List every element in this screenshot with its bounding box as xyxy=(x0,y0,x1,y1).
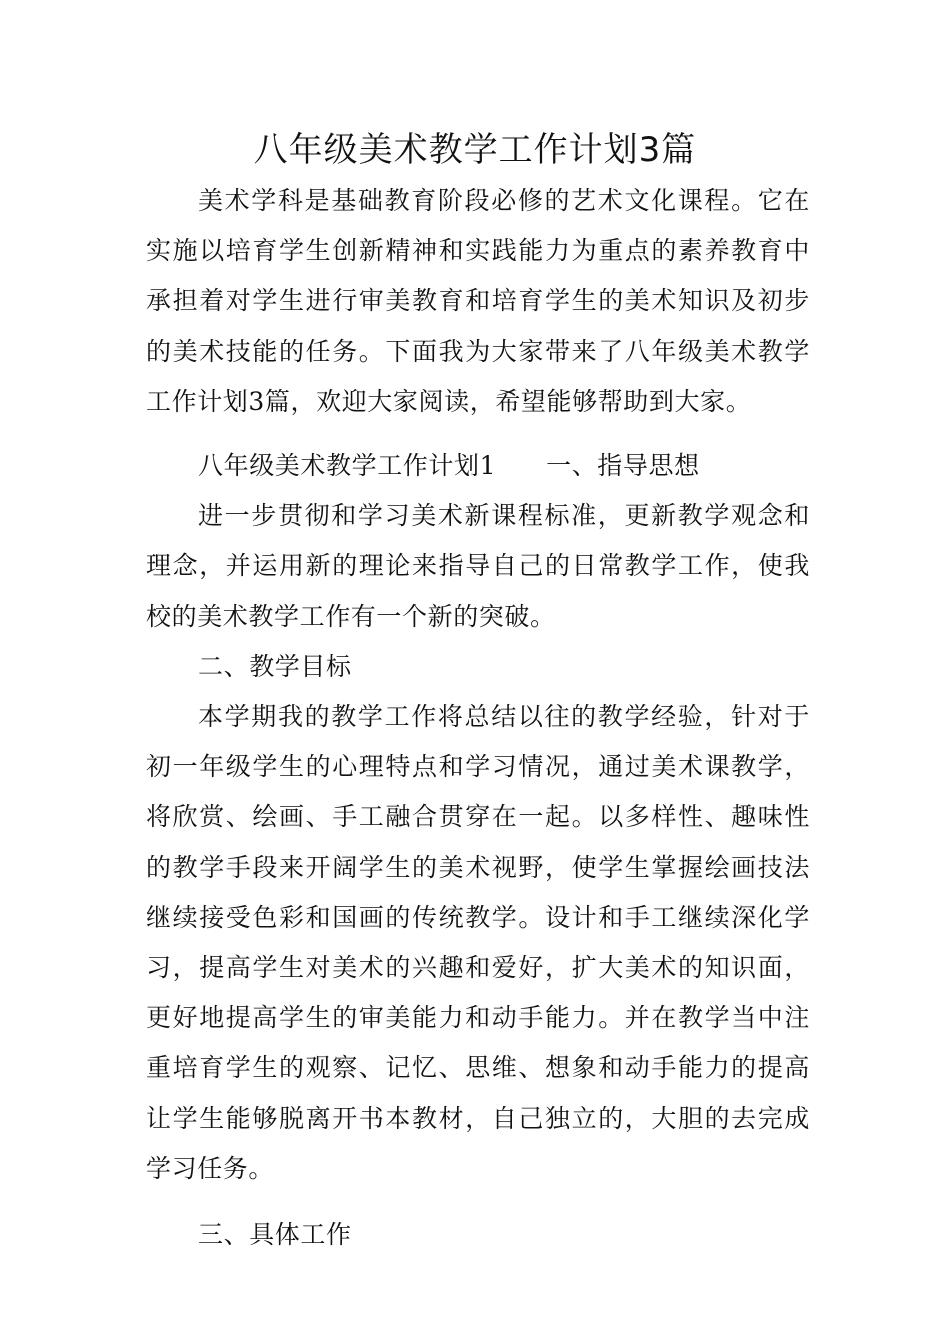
intro-paragraph: 美术学科是基础教育阶段必修的艺术文化课程。它在实施以培育学生创新精神和实践能力为重点的素养教育中承担着对学生进行审美教育和培育学生的美术知识及初步的美术技能的任务。下面我为大家带来了八年级美术教学工作计划3篇，欢迎大家阅读，希望能够帮助到大家。 xyxy=(146,186,810,416)
plan1-heading-line xyxy=(146,441,810,491)
section1-paragraph: 进一步贯彻和学习美术新课程标准，更新教学观念和理念，并运用新的理论来指导自己的日常教学工作，使我校的美术教学工作有一个新的突破。 xyxy=(146,501,810,631)
section1-heading: 一、指导思想 xyxy=(546,451,700,481)
section2-heading: 二、教学目标 xyxy=(198,651,352,681)
section3-heading: 三、具体工作 xyxy=(198,1220,352,1250)
document-body xyxy=(146,176,810,1260)
document-title: 八年级美术教学工作计划3篇 xyxy=(253,130,697,170)
plan1-title: 八年级美术教学工作计划1 xyxy=(198,451,497,481)
section2-paragraph: 本学期我的教学工作将总结以往的教学经验，针对于初一年级学生的心理特点和学习情况，通过美术课教学，将欣赏、绘画、手工融合贯穿在一起。以多样性、趣味性的教学手段来开阔学生的美术视野，使学生掌握绘画技法继续接受色彩和国画的传统教学。设计和手工继续深化学习，提高学生对美术的兴趣和爱好，扩大美术的知识面，更好地提高学生的审美能力和动手能力。并在教学当中注重培育学生的观察、记忆、思维、想象和动手能力的提高让学生能够脱离开书本教材，自己独立的，大胆的去完成学习任务。 xyxy=(146,702,810,1183)
